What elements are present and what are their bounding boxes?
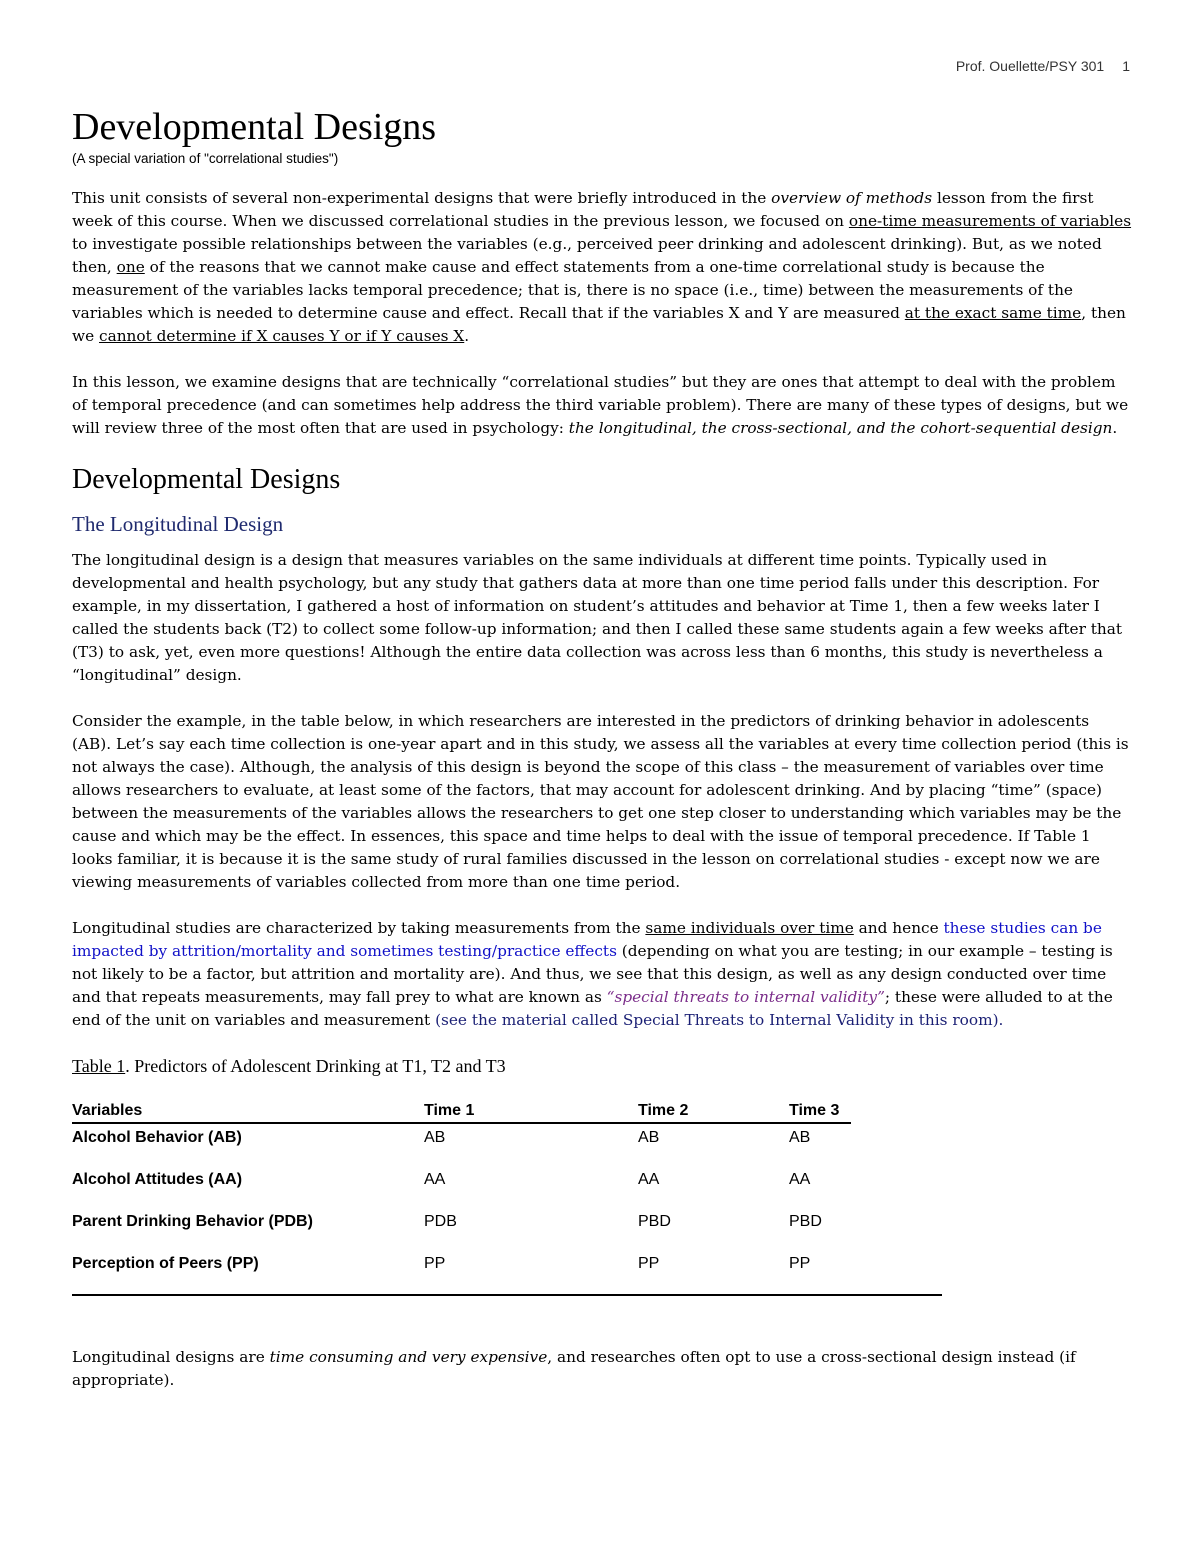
table-cell: AB xyxy=(424,1129,446,1146)
underlined-run: cannot determine if X causes Y or if Y causes X xyxy=(99,327,465,345)
table-cell: AA xyxy=(789,1171,811,1188)
table-row xyxy=(72,1166,851,1208)
table-cell: AB xyxy=(789,1129,811,1146)
table-cell: PBD xyxy=(789,1213,822,1230)
underlined-run: same individuals over time xyxy=(645,919,854,937)
page-subtitle: (A special variation of "correlational studies") xyxy=(72,151,339,166)
table-cell: Alcohol Attitudes (AA) xyxy=(72,1171,243,1188)
table-row xyxy=(72,1123,851,1166)
text-run: lesson from the first week of this course. When we discussed correlational studies in the previous lesson, we focused on xyxy=(72,189,1094,230)
text-run: In this lesson, we examine designs that are technically “correlational studies” but they are ones that attempt to deal with the problem of temporal precedence (and can sometimes help address the third variable problem). There are many of these types of designs, but we will review three of the most often that are used in psychology: xyxy=(72,373,1129,437)
table-cell: PDB xyxy=(424,1213,457,1230)
table-row xyxy=(72,1208,851,1250)
text-run: . xyxy=(1112,419,1118,437)
intro-paragraph-1 xyxy=(72,187,1132,348)
body-paragraph-1: The longitudinal design is a design that measures variables on the same individuals at different time points. Typically used in developmental and health psychology, but any study that gathers data at more than one time period falls under this description. For example, in my dissertation, I gathered a host of information on student’s attitudes and behavior at Time 1, then a few weeks later I called the students back (T2) to collect some follow-up information; and then I called these same students again a few weeks after that (T3) to ask, yet, even more questions! Although the entire data collection was across less than 6 months, this study is nevertheless a “longitudinal” design. xyxy=(72,551,1123,684)
document-body xyxy=(72,104,1132,1415)
text-run: This unit consists of several non-experimental designs that were briefly introduced in the xyxy=(72,189,772,207)
highlighted-run: these studies can be impacted by attrition/mortality and sometimes testing/practice effects xyxy=(72,919,1102,960)
italic-run: the longitudinal, the cross-sectional, and the cohort-sequential design xyxy=(568,419,1113,437)
section-heading: Developmental Designs xyxy=(72,464,341,495)
table-cell: Parent Drinking Behavior (PDB) xyxy=(72,1213,313,1230)
text-run: , then we xyxy=(72,304,1126,345)
closing-paragraph xyxy=(72,1346,1132,1392)
text-run: . xyxy=(464,327,470,345)
page-title: Developmental Designs xyxy=(72,106,437,148)
table-cell: PP xyxy=(789,1255,811,1272)
table-header-cell: Time 3 xyxy=(789,1099,851,1123)
running-header xyxy=(956,58,1130,74)
table-cell: AA xyxy=(424,1171,446,1188)
text-run: (depending on what you are testing; in our example – testing is not likely to be a factor, but attrition and mortality are). And thus, we see that this design, as well as any design conducted over time and that repeats measurements, may fall prey to what are known as xyxy=(72,942,1113,1006)
body-paragraph-2: Consider the example, in the table below, in which researchers are interested in the predictors of drinking behavior in adolescents (AB). Let’s say each time collection is one-year apart and in this study, we assess all the variables at every time collection period (this is not always the case). Although, the analysis of this design is beyond the scope of this class – the measurement of variables over time allows researchers to evaluate, at least some of the factors, that may account for adolescent drinking. And by placing “time” (space) between the measurements of the variables allows the researchers to get one step closer to understanding which variables may be the cause and which may be the effect. In essences, this space and time helps to deal with the issue of temporal precedence. If Table 1 looks familiar, it is because it is the same study of rural families discussed in the lesson on correlational studies - except now we are viewing measurements of variables collected from more than one time period. xyxy=(72,712,1129,891)
table-cell: Alcohol Behavior (AB) xyxy=(72,1129,242,1146)
table-header-cell: Time 2 xyxy=(638,1099,789,1123)
text-run: Longitudinal studies are characterized by taking measurements from the xyxy=(72,919,646,937)
table-label: Table 1 xyxy=(72,1056,126,1076)
text-run: and hence xyxy=(853,919,944,937)
table-cell: PP xyxy=(424,1255,446,1272)
text-run: Longitudinal designs are xyxy=(72,1348,270,1366)
text-run: ; these were alluded to at the end of the unit on variables and measurement xyxy=(72,988,1113,1029)
text-run: of the reasons that we cannot make cause and effect statements from a one-time correlational study is because the measurement of the variables lacks temporal precedence; that is, there is no space (i.e., time) between the measurements of the variables which is needed to determine cause and effect. Recall that if the variables X and Y are measured xyxy=(72,258,1073,322)
italic-run: time consuming and very expensive xyxy=(269,1348,548,1366)
table-row xyxy=(72,1250,851,1292)
table-cell: AB xyxy=(638,1129,660,1146)
body-paragraph-3 xyxy=(72,917,1132,1032)
underlined-run: one xyxy=(116,258,145,276)
underlined-run: one-time measurements of variables xyxy=(848,212,1132,230)
special-threats-reference[interactable]: (see the material called Special Threats to Internal Validity in this room). xyxy=(435,1011,1004,1029)
intro-paragraph-2 xyxy=(72,371,1132,440)
table-header-row xyxy=(72,1099,851,1123)
table-caption-text: . Predictors of Adolescent Drinking at T1, T2 and T3 xyxy=(125,1056,506,1076)
special-threats-link[interactable]: “special threats to internal validity” xyxy=(606,988,885,1006)
table-bottom-rule xyxy=(72,1294,942,1296)
table-caption xyxy=(72,1055,1132,1077)
table-cell: PP xyxy=(638,1255,660,1272)
text-run: , and researches often opt to use a cross-sectional design instead (if appropriate). xyxy=(72,1348,1076,1389)
running-head-text: Prof. Ouellette/PSY 301 xyxy=(955,58,1105,74)
italic-run: overview of methods xyxy=(771,189,933,207)
text-run: to investigate possible relationships between the variables (e.g., perceived peer drinking and adolescent drinking). But, as we noted then, xyxy=(72,235,1102,276)
table-header-cell: Time 1 xyxy=(424,1099,638,1123)
underlined-run: at the exact same time xyxy=(904,304,1082,322)
table-header-cell: Variables xyxy=(72,1099,424,1123)
table-cell: AA xyxy=(638,1171,660,1188)
table-cell: PBD xyxy=(638,1213,671,1230)
table-cell: Perception of Peers (PP) xyxy=(72,1255,259,1272)
predictors-table xyxy=(72,1099,851,1292)
subsection-heading: The Longitudinal Design xyxy=(72,512,284,536)
page-number: 1 xyxy=(1122,58,1130,74)
